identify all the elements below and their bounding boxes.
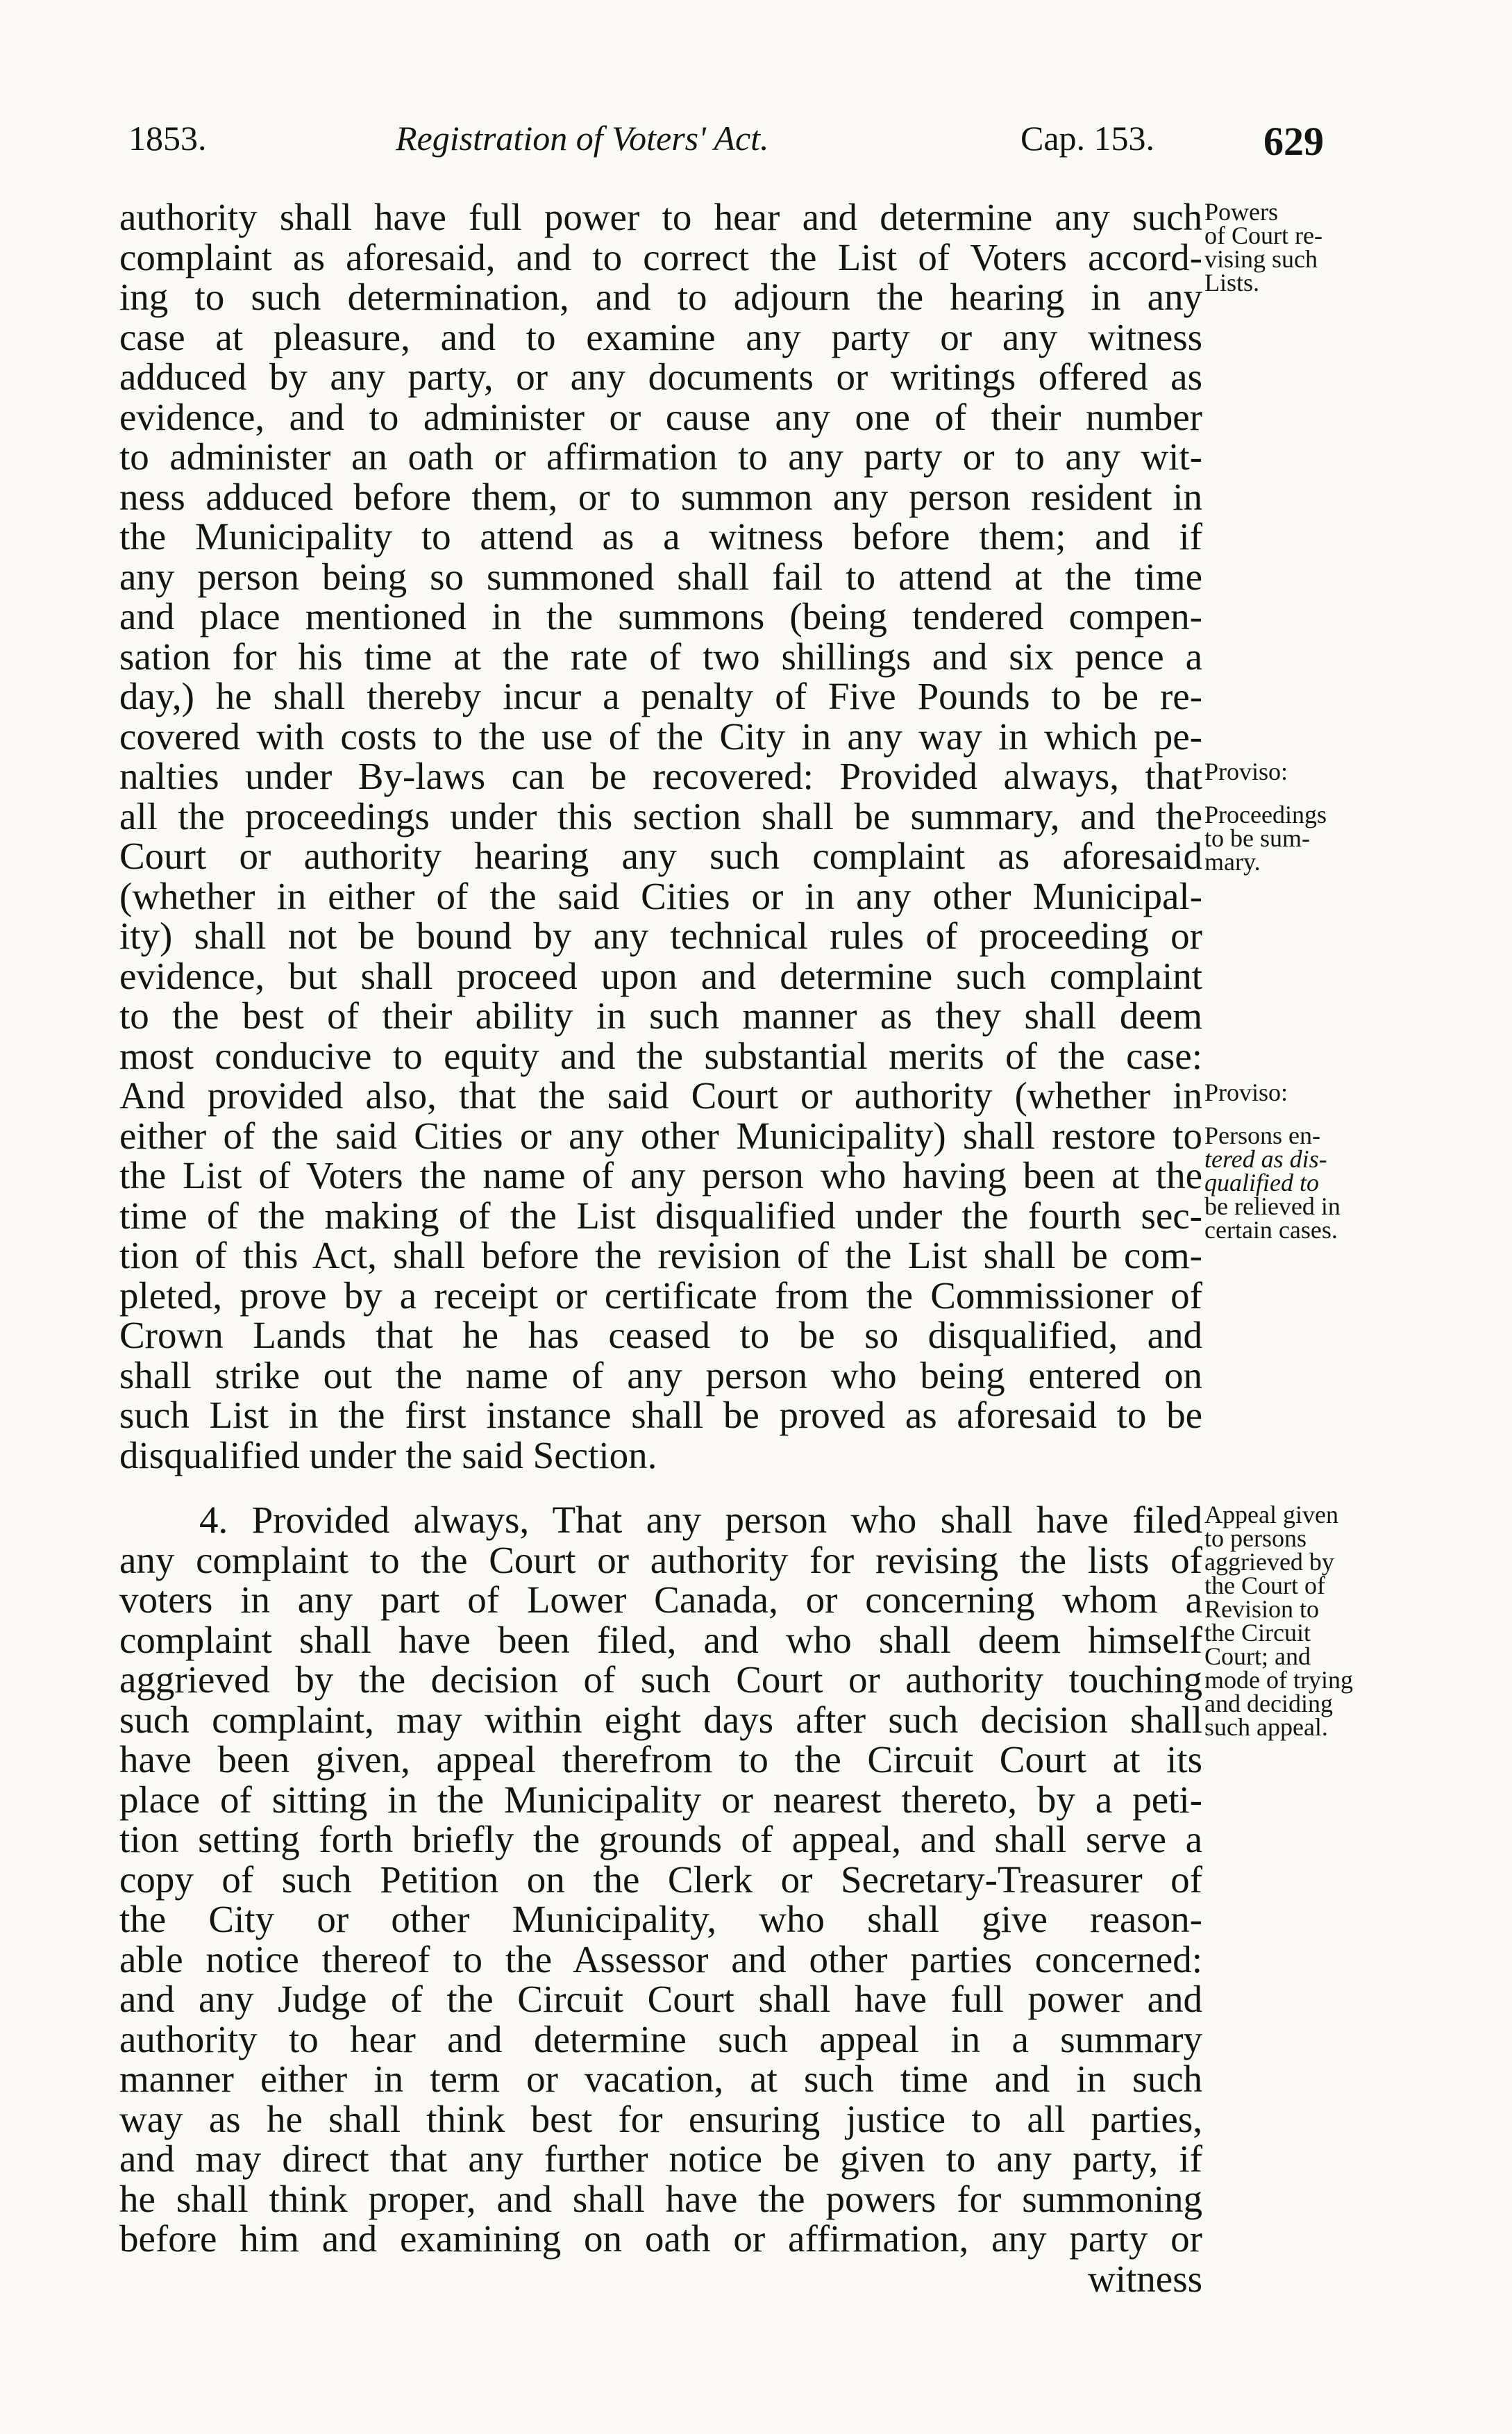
text-line: manner either in term or vacation, at such time and in such — [119, 2058, 1202, 2100]
text-line: the City or other Municipality, who shall give reason- — [119, 1898, 1202, 1940]
text-line: complaint as aforesaid, and to correct the List of Voters accord- — [119, 235, 1202, 278]
text-line: Crown Lands that he has ceased to be so disqualified, and — [119, 1314, 1202, 1356]
marginal-note-line: qualified to — [1204, 1169, 1319, 1197]
marginal-note-line: Lists. — [1204, 269, 1260, 297]
text-line: have been given, appeal therefrom to the Circuit Court at its — [119, 1738, 1202, 1781]
text-line: evidence, and to administer or cause any one of their number — [119, 395, 1202, 438]
text-line: the Municipality to attend as a witness before them; and if — [119, 515, 1202, 558]
text-line: day,) he shall thereby incur a penalty of Five Pounds to be re- — [119, 675, 1202, 717]
text-line: evidence, but shall proceed upon and determine such complaint — [119, 954, 1202, 997]
text-line: and any Judge of the Circuit Court shall have full power and — [119, 1978, 1202, 2020]
marginal-note-powers — [1204, 198, 1392, 297]
text-line: case at pleasure, and to examine any party or any witness — [119, 315, 1202, 358]
text-line: ing to such determination, and to adjourn the hearing in any — [119, 276, 1202, 318]
text-line: way as he shall think best for ensuring justice to all parties, — [119, 2097, 1202, 2140]
marginal-note-line: the Court of — [1204, 1572, 1325, 1599]
text-line: all the proceedings under this section shall be summary, and the — [119, 794, 1202, 837]
marginal-note-line: aggrieved by — [1204, 1548, 1334, 1576]
text-line: covered with costs to the use of the City in any way in which pe- — [119, 715, 1202, 758]
text-line: aggrieved by the decision of such Court or authority touching — [119, 1658, 1202, 1701]
text-line: and place mentioned in the summons (being tendered compen- — [119, 595, 1202, 637]
marginal-note-line: Appeal given — [1204, 1501, 1338, 1528]
text-line: ity) shall not be bound by any technical rules of proceeding or — [119, 915, 1202, 957]
marginal-note-line: certain cases. — [1204, 1216, 1338, 1244]
text-line: to the best of their ability in such manner as they shall deem — [119, 994, 1202, 1037]
text-line: he shall think proper, and shall have the powers for summoning — [119, 2177, 1202, 2220]
marginal-note-line: Proviso: — [1204, 1078, 1288, 1106]
marginal-note-line: and deciding — [1204, 1690, 1333, 1717]
marginal-note-line: of Court re- — [1204, 222, 1322, 249]
marginal-note-line: mode of trying — [1204, 1666, 1353, 1694]
text-line: 4. Provided always, That any person who shall have filed — [199, 1499, 1202, 1541]
text-line: shall strike out the name of any person who being entered on — [119, 1353, 1202, 1397]
text-line: authority shall have full power to hear and determine any such — [119, 196, 1202, 238]
text-line: able notice thereof to the Assessor and other parties concerned: — [119, 1937, 1202, 1981]
marginal-note-line: to persons — [1204, 1524, 1307, 1552]
marginal-note-line: Revision to — [1204, 1595, 1320, 1623]
header-chapter: Cap. 153. — [1020, 119, 1155, 158]
marginal-note-appeal — [1204, 1503, 1392, 1739]
marginal-note-line: the Circuit — [1204, 1619, 1311, 1647]
marginal-note-proviso — [1204, 760, 1392, 783]
header-year: 1853. — [128, 119, 207, 158]
marginal-note-line: tered as dis- — [1204, 1145, 1327, 1173]
header-title: Registration of Voters' Act. — [396, 119, 769, 158]
marginal-note-line: Powers — [1204, 198, 1278, 226]
catchword: witness — [1088, 2257, 1202, 2300]
text-line: disqualified under the said Section. — [119, 1433, 657, 1476]
text-line: to administer an oath or affirmation to any party or to any wit- — [119, 435, 1202, 478]
text-line: sation for his time at the rate of two shillings and six pence a — [119, 635, 1202, 678]
marginal-note-line: be relieved in — [1204, 1192, 1341, 1220]
marginal-note-proceedings — [1204, 803, 1392, 874]
text-line: (whether in either of the said Cities or in any other Municipal- — [119, 874, 1202, 917]
text-line: either of the said Cities or any other Municipality) shall restore to — [119, 1114, 1202, 1157]
marginal-note-line: Proviso: — [1204, 758, 1288, 785]
text-line: before him and examining on oath or affirmation, any party or — [119, 2217, 1202, 2260]
text-line: complaint shall have been filed, and who shall deem himself — [119, 1618, 1202, 1661]
text-line: pleted, prove by a receipt or certificate from the Commissioner of — [119, 1274, 1202, 1317]
text-line: copy of such Petition on the Clerk or Secretary-Treasurer of — [119, 1858, 1202, 1901]
marginal-note-line: Court; and — [1204, 1642, 1311, 1670]
marginal-note-line: to be sum- — [1204, 824, 1310, 852]
section-4 — [119, 1500, 1202, 2299]
marginal-note-line: Persons en- — [1204, 1122, 1320, 1149]
text-line: such complaint, may within eight days after such decision shall — [119, 1698, 1202, 1741]
text-line: any person being so summoned shall fail to attend at the time — [119, 555, 1202, 598]
section-3-continuation — [119, 197, 1202, 1475]
text-line: such List in the first instance shall be proved as aforesaid to be — [119, 1394, 1202, 1436]
text-line: tion setting forth briefly the grounds of appeal, and shall serve a — [119, 1818, 1202, 1860]
marginal-note-line: Proceedings — [1204, 801, 1327, 828]
text-line: the List of Voters the name of any person who having been at the — [119, 1154, 1202, 1197]
text-line: voters in any part of Lower Canada, or concerning whom a — [119, 1578, 1202, 1621]
text-line: place of sitting in the Municipality or nearest thereto, by a peti- — [119, 1778, 1202, 1821]
text-line: And provided also, that the said Court or authority (whether in — [119, 1074, 1202, 1117]
running-header — [125, 118, 1395, 174]
text-line: Court or authority hearing any such complaint as aforesaid — [119, 835, 1202, 877]
text-line: most conducive to equity and the substantial merits of the case: — [119, 1034, 1202, 1077]
text-line: adduced by any party, or any documents or writings offered as — [119, 356, 1202, 398]
text-line: any complaint to the Court or authority for revising the lists of — [119, 1538, 1202, 1581]
text-line: ness adduced before them, or to summon any person resident in — [119, 475, 1202, 518]
text-line: authority to hear and determine such appeal in a summary — [119, 2017, 1202, 2060]
marginal-note-persons — [1204, 1124, 1392, 1242]
text-line: tion of this Act, shall before the revision of the List shall be com- — [119, 1234, 1202, 1276]
marginal-note-proviso-2 — [1204, 1078, 1392, 1106]
text-line: time of the making of the List disqualified under the fourth sec- — [119, 1194, 1202, 1237]
marginal-note-line: vising such — [1204, 245, 1318, 273]
text-line: nalties under By-laws can be recovered: Provided always, that — [119, 755, 1202, 797]
text-line: and may direct that any further notice be given to any party, if — [119, 2137, 1202, 2180]
marginal-note-line: mary. — [1204, 848, 1261, 876]
marginal-note-line: such appeal. — [1204, 1713, 1328, 1741]
page-number: 629 — [1263, 119, 1324, 164]
